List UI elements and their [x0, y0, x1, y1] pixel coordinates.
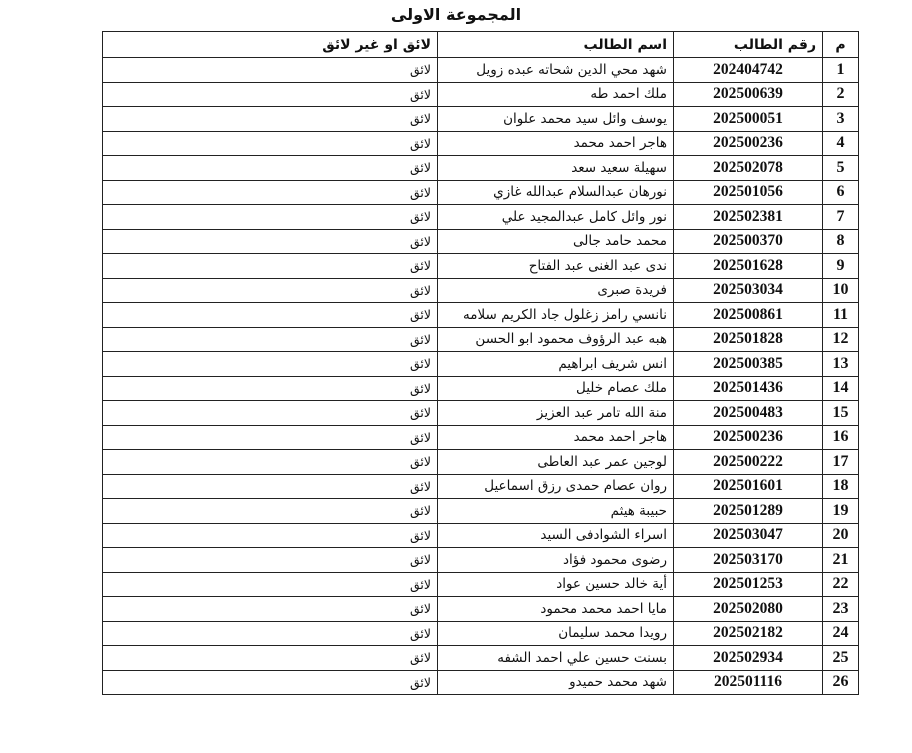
status-cell: لائق [103, 499, 438, 524]
row-index-cell: 18 [823, 474, 859, 499]
table-row [103, 180, 859, 205]
student-name-cell: ملك عصام خليل [438, 376, 674, 401]
row-index-cell: 3 [823, 107, 859, 132]
header-student-id: رقم الطالب [674, 32, 823, 58]
row-index-cell: 17 [823, 450, 859, 475]
table-row [103, 376, 859, 401]
student-id-cell: 202503170 [674, 548, 823, 573]
page-title: المجموعة الاولى [390, 5, 522, 24]
status-cell: لائق [103, 646, 438, 671]
table-row [103, 254, 859, 279]
student-id-cell: 202502080 [674, 597, 823, 622]
table-row [103, 523, 859, 548]
student-id-cell: 202502934 [674, 646, 823, 671]
header-status: لائق او غير لائق [103, 32, 438, 58]
student-name-cell: منة الله تامر عبد العزيز [438, 401, 674, 426]
row-index-cell: 19 [823, 499, 859, 524]
student-id-cell: 202500051 [674, 107, 823, 132]
table-row [103, 327, 859, 352]
student-name-cell: حبيبة هيثم [438, 499, 674, 524]
table-row [103, 131, 859, 156]
row-index-cell: 10 [823, 278, 859, 303]
student-name-cell: أية خالد حسين عواد [438, 572, 674, 597]
table-body [103, 58, 859, 695]
status-cell: لائق [103, 352, 438, 377]
student-id-cell: 202503034 [674, 278, 823, 303]
table-row [103, 548, 859, 573]
student-id-cell: 202500483 [674, 401, 823, 426]
table-header [103, 32, 859, 58]
student-id-cell: 202500639 [674, 82, 823, 107]
student-id-cell: 202501253 [674, 572, 823, 597]
status-cell: لائق [103, 621, 438, 646]
status-cell: لائق [103, 548, 438, 573]
student-id-cell: 202500236 [674, 425, 823, 450]
status-cell: لائق [103, 107, 438, 132]
status-cell: لائق [103, 131, 438, 156]
student-name-cell: نور وائل كامل عبدالمجيد علي [438, 205, 674, 230]
student-id-cell: 202500222 [674, 450, 823, 475]
status-cell: لائق [103, 156, 438, 181]
header-row [103, 32, 859, 58]
student-id-cell: 202500370 [674, 229, 823, 254]
row-index-cell: 12 [823, 327, 859, 352]
student-name-cell: يوسف وائل سيد محمد علوان [438, 107, 674, 132]
row-index-cell: 21 [823, 548, 859, 573]
table-row [103, 303, 859, 328]
student-name-cell: شهد محمد حميدو [438, 670, 674, 695]
student-name-cell: روان عصام حمدى رزق اسماعيل [438, 474, 674, 499]
status-cell: لائق [103, 425, 438, 450]
status-cell: لائق [103, 450, 438, 475]
row-index-cell: 20 [823, 523, 859, 548]
status-cell: لائق [103, 58, 438, 83]
status-cell: لائق [103, 401, 438, 426]
table-row [103, 597, 859, 622]
student-name-cell: فريدة صبرى [438, 278, 674, 303]
row-index-cell: 4 [823, 131, 859, 156]
student-id-cell: 202502182 [674, 621, 823, 646]
row-index-cell: 16 [823, 425, 859, 450]
status-cell: لائق [103, 327, 438, 352]
student-id-cell: 202502078 [674, 156, 823, 181]
table-row [103, 156, 859, 181]
header-student-name: اسم الطالب [438, 32, 674, 58]
table-row [103, 572, 859, 597]
row-index-cell: 23 [823, 597, 859, 622]
status-cell: لائق [103, 597, 438, 622]
row-index-cell: 11 [823, 303, 859, 328]
header-index: م [823, 32, 859, 58]
student-id-cell: 202501116 [674, 670, 823, 695]
student-id-cell: 202501056 [674, 180, 823, 205]
status-cell: لائق [103, 376, 438, 401]
student-id-cell: 202502381 [674, 205, 823, 230]
student-name-cell: نورهان عبدالسلام عبدالله غازي [438, 180, 674, 205]
student-name-cell: ندى عبد الغنى عبد الفتاح [438, 254, 674, 279]
row-index-cell: 9 [823, 254, 859, 279]
student-name-cell: مايا احمد محمد محمود [438, 597, 674, 622]
table-row [103, 58, 859, 83]
table-row [103, 82, 859, 107]
status-cell: لائق [103, 180, 438, 205]
status-cell: لائق [103, 278, 438, 303]
student-name-cell: بسنت حسين علي احمد الشفه [438, 646, 674, 671]
row-index-cell: 22 [823, 572, 859, 597]
table-row [103, 205, 859, 230]
row-index-cell: 8 [823, 229, 859, 254]
status-cell: لائق [103, 303, 438, 328]
row-index-cell: 15 [823, 401, 859, 426]
status-cell: لائق [103, 82, 438, 107]
row-index-cell: 25 [823, 646, 859, 671]
row-index-cell: 7 [823, 205, 859, 230]
student-id-cell: 202404742 [674, 58, 823, 83]
row-index-cell: 14 [823, 376, 859, 401]
status-cell: لائق [103, 254, 438, 279]
student-name-cell: رويدا محمد سليمان [438, 621, 674, 646]
student-name-cell: هاجر احمد محمد [438, 425, 674, 450]
student-id-cell: 202501436 [674, 376, 823, 401]
student-id-cell: 202503047 [674, 523, 823, 548]
table-row [103, 499, 859, 524]
table-row [103, 229, 859, 254]
student-name-cell: نانسي رامز زغلول جاد الكريم سلامه [438, 303, 674, 328]
student-id-cell: 202501601 [674, 474, 823, 499]
status-cell: لائق [103, 474, 438, 499]
student-name-cell: اسراء الشوادفى السيد [438, 523, 674, 548]
student-id-cell: 202500385 [674, 352, 823, 377]
status-cell: لائق [103, 670, 438, 695]
student-name-cell: رضوى محمود فؤاد [438, 548, 674, 573]
student-id-cell: 202501628 [674, 254, 823, 279]
row-index-cell: 5 [823, 156, 859, 181]
row-index-cell: 6 [823, 180, 859, 205]
table-row [103, 352, 859, 377]
status-cell: لائق [103, 523, 438, 548]
table-row [103, 107, 859, 132]
row-index-cell: 1 [823, 58, 859, 83]
table-row [103, 474, 859, 499]
row-index-cell: 2 [823, 82, 859, 107]
student-id-cell: 202501828 [674, 327, 823, 352]
row-index-cell: 26 [823, 670, 859, 695]
student-name-cell: انس شريف ابراهيم [438, 352, 674, 377]
table-row [103, 425, 859, 450]
row-index-cell: 13 [823, 352, 859, 377]
student-roster-table [102, 31, 859, 695]
table-row [103, 278, 859, 303]
student-name-cell: هبه عبد الرؤوف محمود ابو الحسن [438, 327, 674, 352]
table-row [103, 670, 859, 695]
student-name-cell: محمد حامد جالى [438, 229, 674, 254]
table-row [103, 646, 859, 671]
student-name-cell: سهيلة سعيد سعد [438, 156, 674, 181]
student-id-cell: 202500861 [674, 303, 823, 328]
student-name-cell: لوجين عمر عبد العاطى [438, 450, 674, 475]
table-row [103, 621, 859, 646]
status-cell: لائق [103, 572, 438, 597]
student-name-cell: شهد محي الدين شحاته عبده زويل [438, 58, 674, 83]
student-id-cell: 202500236 [674, 131, 823, 156]
student-name-cell: ملك احمد طه [438, 82, 674, 107]
status-cell: لائق [103, 205, 438, 230]
table-row [103, 401, 859, 426]
table-row [103, 450, 859, 475]
student-id-cell: 202501289 [674, 499, 823, 524]
row-index-cell: 24 [823, 621, 859, 646]
student-name-cell: هاجر احمد محمد [438, 131, 674, 156]
status-cell: لائق [103, 229, 438, 254]
